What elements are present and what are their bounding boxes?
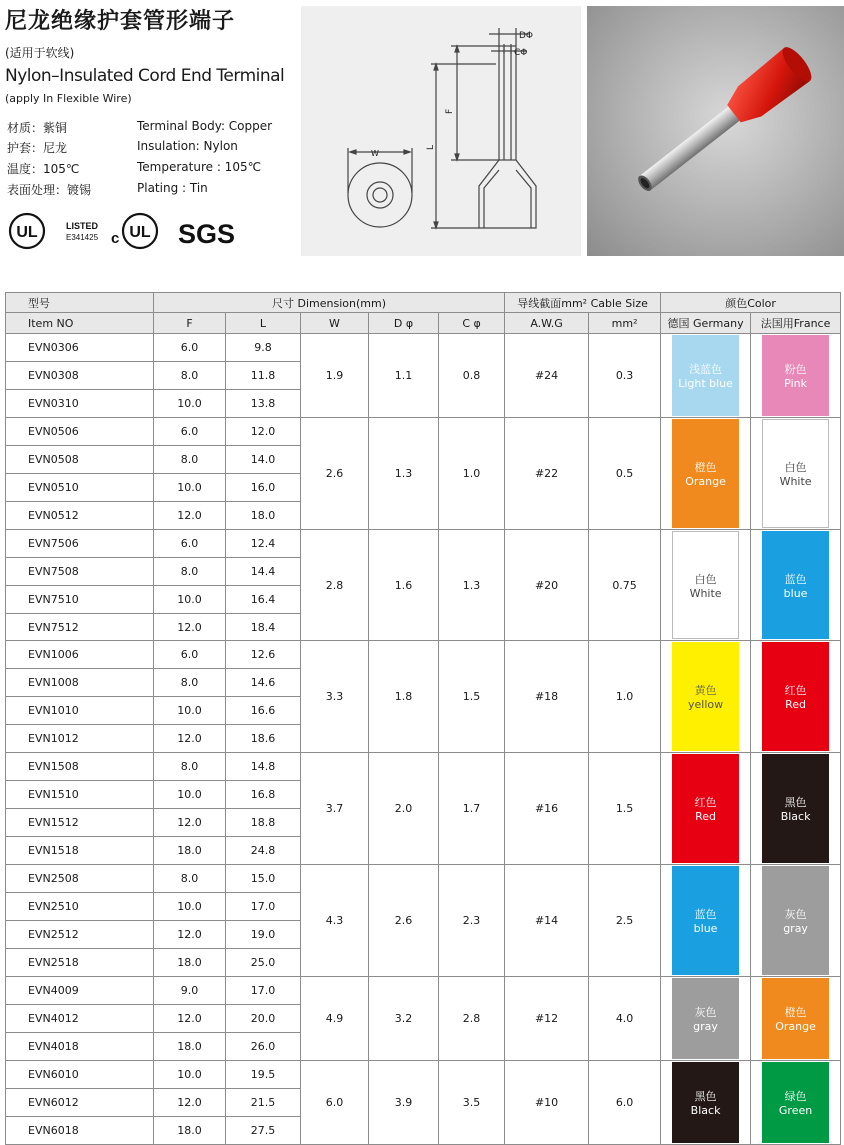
c-value-cell: 2.8 (439, 976, 505, 1060)
f-value-cell: 9.0 (154, 976, 226, 1004)
f-value-cell: 12.0 (154, 725, 226, 753)
color-swatch (762, 754, 829, 863)
color-name-zh: 橙色 (694, 460, 717, 474)
color-name-zh: 粉色 (784, 362, 807, 376)
color-name-zh: 绿色 (784, 1089, 807, 1103)
germany-color-cell (661, 529, 751, 641)
color-name-zh: 灰色 (784, 908, 807, 922)
table-row (6, 976, 841, 1004)
c-value-cell: 1.7 (439, 753, 505, 865)
color-swatch (672, 335, 739, 416)
f-value-cell: 6.0 (154, 417, 226, 445)
spec-temperature-en: Temperature : 105℃ (137, 160, 262, 174)
color-name-en: Red (785, 698, 807, 712)
l-value-cell: 20.0 (226, 1004, 301, 1032)
color-swatch (672, 754, 739, 863)
table-row (6, 334, 841, 362)
l-value-cell: 19.5 (226, 1060, 301, 1088)
spec-insulation-en: Insulation: Nylon (137, 139, 238, 153)
f-value-cell: 12.0 (154, 921, 226, 949)
l-value-cell: 26.0 (226, 1032, 301, 1060)
mm2-value-cell: 0.5 (589, 417, 661, 529)
item-number-cell: EVN6012 (6, 1088, 154, 1116)
color-name-en: gray (693, 1019, 718, 1033)
color-name-zh: 黑色 (784, 796, 807, 810)
france-color-cell (751, 1060, 841, 1144)
l-value-cell: 14.4 (226, 557, 301, 585)
item-number-cell: EVN6018 (6, 1116, 154, 1144)
l-value-cell: 12.6 (226, 641, 301, 669)
d-value-cell: 1.8 (369, 641, 439, 753)
f-value-cell: 18.0 (154, 948, 226, 976)
l-value-cell: 18.4 (226, 613, 301, 641)
color-name-en: White (779, 474, 812, 488)
l-value-cell: 17.0 (226, 976, 301, 1004)
awg-value-cell: #22 (505, 417, 589, 529)
listed-number: E341425 (66, 233, 99, 242)
page-title-en: Nylon–Insulated Cord End Terminal (5, 66, 285, 86)
w-value-cell: 4.3 (301, 865, 369, 977)
table-row (6, 1060, 841, 1088)
germany-color-cell (661, 865, 751, 977)
header-item-zh: 型号 (6, 293, 154, 313)
w-value-cell: 3.7 (301, 753, 369, 865)
d-value-cell: 2.6 (369, 865, 439, 977)
france-color-cell (751, 753, 841, 865)
l-value-cell: 18.0 (226, 501, 301, 529)
f-value-cell: 6.0 (154, 529, 226, 557)
color-name-en: White (689, 586, 722, 600)
f-value-cell: 10.0 (154, 585, 226, 613)
item-number-cell: EVN7506 (6, 529, 154, 557)
header-dimension: 尺寸 Dimension(mm) (154, 293, 505, 313)
color-name-en: Orange (775, 1019, 816, 1033)
france-color-cell (751, 865, 841, 977)
color-name-zh: 红色 (694, 796, 717, 810)
f-value-cell: 8.0 (154, 753, 226, 781)
item-number-cell: EVN2518 (6, 948, 154, 976)
f-value-cell: 18.0 (154, 1116, 226, 1144)
l-value-cell: 14.6 (226, 669, 301, 697)
item-number-cell: EVN1508 (6, 753, 154, 781)
color-swatch (762, 419, 829, 528)
color-name-en: Black (690, 1103, 721, 1117)
c-value-cell: 1.5 (439, 641, 505, 753)
l-value-cell: 18.6 (226, 725, 301, 753)
l-value-cell: 25.0 (226, 948, 301, 976)
table-header (6, 293, 841, 334)
f-value-cell: 10.0 (154, 697, 226, 725)
header-color: 颜色Color (661, 293, 841, 313)
mm2-value-cell: 1.5 (589, 753, 661, 865)
color-swatch (762, 866, 829, 975)
germany-color-cell (661, 417, 751, 529)
item-number-cell: EVN2508 (6, 865, 154, 893)
d-value-cell: 3.9 (369, 1060, 439, 1144)
c-phi-label: CΦ (514, 48, 528, 58)
color-swatch (762, 978, 829, 1059)
l-value-cell: 21.5 (226, 1088, 301, 1116)
l-value-cell: 17.0 (226, 893, 301, 921)
f-value-cell: 10.0 (154, 1060, 226, 1088)
terminal-diagram (301, 6, 581, 256)
item-number-cell: EVN0512 (6, 501, 154, 529)
l-value-cell: 13.8 (226, 389, 301, 417)
listed-label: LISTED (66, 221, 99, 231)
france-color-cell (751, 529, 841, 641)
color-swatch (672, 531, 739, 640)
spec-material-en: Terminal Body: Copper (137, 119, 273, 133)
f-label: F (445, 108, 455, 114)
f-value-cell: 8.0 (154, 361, 226, 389)
f-value-cell: 6.0 (154, 334, 226, 362)
item-number-cell: EVN1012 (6, 725, 154, 753)
ul-logo-icon (10, 214, 44, 248)
awg-value-cell: #10 (505, 1060, 589, 1144)
f-value-cell: 10.0 (154, 473, 226, 501)
f-value-cell: 18.0 (154, 837, 226, 865)
table-row (6, 753, 841, 781)
germany-color-cell (661, 1060, 751, 1144)
item-number-cell: EVN1510 (6, 781, 154, 809)
sgs-logo: SGS (178, 219, 236, 249)
color-name-zh: 黄色 (694, 684, 717, 698)
w-value-cell: 4.9 (301, 976, 369, 1060)
item-number-cell: EVN4009 (6, 976, 154, 1004)
item-number-cell: EVN7510 (6, 585, 154, 613)
w-value-cell: 2.6 (301, 417, 369, 529)
spec-insulation-zh: 护套：尼龙 (7, 141, 68, 155)
specification-table (5, 292, 841, 1145)
f-value-cell: 8.0 (154, 557, 226, 585)
l-value-cell: 12.0 (226, 417, 301, 445)
item-number-cell: EVN0510 (6, 473, 154, 501)
f-value-cell: 8.0 (154, 865, 226, 893)
l-value-cell: 9.8 (226, 334, 301, 362)
c-value-cell: 1.0 (439, 417, 505, 529)
header-l: L (226, 313, 301, 334)
mm2-value-cell: 0.3 (589, 334, 661, 418)
color-name-en: Pink (784, 376, 807, 390)
color-name-en: yellow (688, 698, 724, 712)
header-c: C φ (439, 313, 505, 334)
l-value-cell: 11.8 (226, 361, 301, 389)
awg-value-cell: #14 (505, 865, 589, 977)
f-value-cell: 18.0 (154, 1032, 226, 1060)
end-view-icon (348, 148, 412, 227)
awg-value-cell: #24 (505, 334, 589, 418)
f-value-cell: 10.0 (154, 389, 226, 417)
header-item-en: Item NO (6, 313, 154, 334)
item-number-cell: EVN1006 (6, 641, 154, 669)
f-value-cell: 8.0 (154, 445, 226, 473)
france-color-cell (751, 641, 841, 753)
color-name-zh: 红色 (784, 684, 807, 698)
c-value-cell: 1.3 (439, 529, 505, 641)
item-number-cell: EVN0508 (6, 445, 154, 473)
color-name-en: Light blue (678, 376, 733, 390)
f-value-cell: 6.0 (154, 641, 226, 669)
d-value-cell: 1.1 (369, 334, 439, 418)
l-value-cell: 16.4 (226, 585, 301, 613)
france-color-cell (751, 417, 841, 529)
item-number-cell: EVN1008 (6, 669, 154, 697)
spec-plating-zh: 表面处理：镀锡 (7, 183, 92, 197)
header-cable-size: 导线截面mm² Cable Size (505, 293, 661, 313)
l-value-cell: 19.0 (226, 921, 301, 949)
color-swatch (762, 642, 829, 751)
france-color-cell (751, 334, 841, 418)
color-name-zh: 浅蓝色 (689, 362, 723, 376)
l-value-cell: 24.8 (226, 837, 301, 865)
item-number-cell: EVN2512 (6, 921, 154, 949)
item-number-cell: EVN7512 (6, 613, 154, 641)
color-swatch (672, 419, 739, 528)
svg-text:UL: UL (16, 224, 38, 241)
color-name-en: Black (780, 810, 811, 824)
color-name-en: Green (778, 1103, 813, 1117)
l-label: L (426, 144, 436, 150)
color-name-en: blue (693, 922, 718, 936)
mm2-value-cell: 2.5 (589, 865, 661, 977)
w-label: W (371, 149, 379, 158)
f-value-cell: 8.0 (154, 669, 226, 697)
w-value-cell: 6.0 (301, 1060, 369, 1144)
spec-material-zh: 材质：紫铜 (7, 121, 68, 135)
svg-text:UL: UL (129, 224, 151, 241)
item-number-cell: EVN7508 (6, 557, 154, 585)
l-value-cell: 15.0 (226, 865, 301, 893)
f-value-cell: 12.0 (154, 1004, 226, 1032)
color-name-zh: 黑色 (694, 1089, 717, 1103)
d-phi-label: DΦ (519, 31, 534, 41)
france-color-cell (751, 976, 841, 1060)
w-value-cell: 1.9 (301, 334, 369, 418)
color-swatch (672, 866, 739, 975)
f-value-cell: 10.0 (154, 893, 226, 921)
f-value-cell: 12.0 (154, 501, 226, 529)
page-title-zh: 尼龙绝缘护套管形端子 (5, 9, 236, 34)
c-value-cell: 3.5 (439, 1060, 505, 1144)
l-value-cell: 27.5 (226, 1116, 301, 1144)
color-name-en: Orange (685, 474, 726, 488)
item-number-cell: EVN1512 (6, 809, 154, 837)
f-value-cell: 12.0 (154, 613, 226, 641)
header-f: F (154, 313, 226, 334)
page-subtitle-zh: (适用于软线) (5, 46, 75, 60)
item-number-cell: EVN1518 (6, 837, 154, 865)
f-value-cell: 10.0 (154, 781, 226, 809)
mm2-value-cell: 1.0 (589, 641, 661, 753)
f-value-cell: 12.0 (154, 1088, 226, 1116)
item-number-cell: EVN0308 (6, 361, 154, 389)
color-name-zh: 白色 (784, 460, 807, 474)
d-value-cell: 2.0 (369, 753, 439, 865)
header-d: D φ (369, 313, 439, 334)
awg-value-cell: #16 (505, 753, 589, 865)
item-number-cell: EVN4018 (6, 1032, 154, 1060)
germany-color-cell (661, 976, 751, 1060)
color-name-zh: 蓝色 (694, 908, 717, 922)
color-name-en: blue (783, 586, 808, 600)
table-row (6, 417, 841, 445)
c-value-cell: 0.8 (439, 334, 505, 418)
item-number-cell: EVN4012 (6, 1004, 154, 1032)
awg-value-cell: #18 (505, 641, 589, 753)
header-awg: A.W.G (505, 313, 589, 334)
header-germany: 德国 Germany (661, 313, 751, 334)
color-name-zh: 灰色 (694, 1005, 717, 1019)
awg-value-cell: #12 (505, 976, 589, 1060)
d-value-cell: 3.2 (369, 976, 439, 1060)
germany-color-cell (661, 641, 751, 753)
l-value-cell: 12.4 (226, 529, 301, 557)
table-row (6, 529, 841, 557)
page-subtitle-en: (apply In Flexible Wire) (5, 92, 132, 105)
item-number-cell: EVN6010 (6, 1060, 154, 1088)
color-swatch (762, 1062, 829, 1143)
header-france: 法国用France (751, 313, 841, 334)
side-view-icon (431, 28, 536, 228)
color-name-en: gray (783, 922, 808, 936)
item-number-cell: EVN0306 (6, 334, 154, 362)
c-value-cell: 2.3 (439, 865, 505, 977)
cul-logo-icon (123, 214, 157, 248)
certification-logos (8, 208, 248, 254)
color-name-en: Red (695, 810, 717, 824)
awg-value-cell: #20 (505, 529, 589, 641)
w-value-cell: 2.8 (301, 529, 369, 641)
spec-plating-en: Plating : Tin (137, 181, 208, 195)
header-mm2: mm² (589, 313, 661, 334)
l-value-cell: 16.6 (226, 697, 301, 725)
product-photo (587, 6, 844, 256)
w-value-cell: 3.3 (301, 641, 369, 753)
color-swatch (672, 1062, 739, 1143)
header-w: W (301, 313, 369, 334)
germany-color-cell (661, 753, 751, 865)
f-value-cell: 12.0 (154, 809, 226, 837)
color-swatch (672, 642, 739, 751)
l-value-cell: 14.8 (226, 753, 301, 781)
c-mark: c (111, 230, 120, 247)
table-row (6, 865, 841, 893)
item-number-cell: EVN0310 (6, 389, 154, 417)
color-name-zh: 蓝色 (784, 572, 807, 586)
d-value-cell: 1.3 (369, 417, 439, 529)
d-value-cell: 1.6 (369, 529, 439, 641)
item-number-cell: EVN1010 (6, 697, 154, 725)
germany-color-cell (661, 334, 751, 418)
color-name-zh: 白色 (694, 572, 717, 586)
spec-temperature-zh: 温度：105℃ (7, 162, 80, 176)
l-value-cell: 14.0 (226, 445, 301, 473)
l-value-cell: 16.8 (226, 781, 301, 809)
color-swatch (672, 978, 739, 1059)
table-body (6, 334, 841, 1145)
item-number-cell: EVN2510 (6, 893, 154, 921)
color-name-zh: 橙色 (784, 1005, 807, 1019)
mm2-value-cell: 0.75 (589, 529, 661, 641)
item-number-cell: EVN0506 (6, 417, 154, 445)
mm2-value-cell: 6.0 (589, 1060, 661, 1144)
table-row (6, 641, 841, 669)
mm2-value-cell: 4.0 (589, 976, 661, 1060)
l-value-cell: 18.8 (226, 809, 301, 837)
color-swatch (762, 335, 829, 416)
color-swatch (762, 531, 829, 640)
l-value-cell: 16.0 (226, 473, 301, 501)
